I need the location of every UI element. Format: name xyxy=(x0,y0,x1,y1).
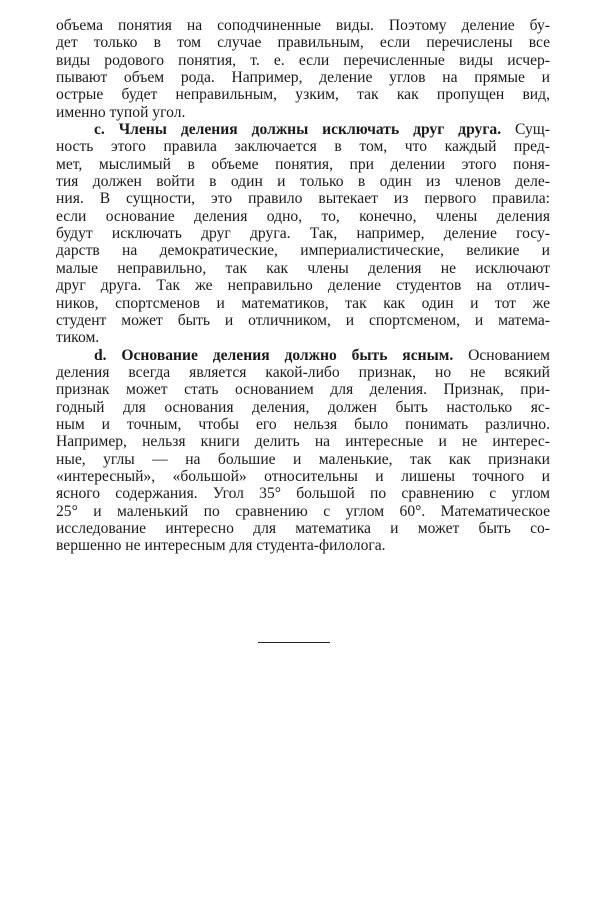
text-line: виды родового понятия, т. е. если перечисленные виды исчер- xyxy=(56,51,550,69)
text-line: друг друга. Так же неправильно деление студентов на отлич- xyxy=(56,277,550,295)
text-line: ния. В сущности, это правило вытекает из первого правила: xyxy=(56,190,550,208)
text-line: Например, нельзя книги делить на интересные и не интерес- xyxy=(56,433,550,451)
text-line: «интересный», «большой» относительны и лишены точного и xyxy=(56,467,550,485)
page-text xyxy=(56,17,550,555)
text-line: объема понятия на соподчиненные виды. Поэтому деление бу- xyxy=(56,17,550,34)
paragraph-d xyxy=(56,347,550,555)
text-line: ность этого правила заключается в том, что каждый пред- xyxy=(56,138,550,156)
rule-heading-d: d. Основание деления должно быть ясным. xyxy=(94,346,454,364)
paragraph-c xyxy=(56,121,550,346)
text-line: пывают объем рода. Например, деление углов на прямые и xyxy=(56,69,550,87)
section-end-rule xyxy=(258,642,330,643)
text-line: годный для основания деления, должен быть настолько яс- xyxy=(56,398,550,416)
text-fragment: Основанием xyxy=(468,346,550,364)
text-line: ясного содержания. Угол 35° большой по сравнению с углом xyxy=(56,485,550,503)
text-line: деления всегда является какой-либо признак, но не всякий xyxy=(56,363,550,381)
text-line: признак может стать основанием для деления. Признак, при- xyxy=(56,381,550,399)
text-line: тия должен войти в один и только в один из членов деле- xyxy=(56,173,550,191)
text-line: мет, мыслимый в объеме понятия, при делении этого поня- xyxy=(56,155,550,173)
text-line: тиком. xyxy=(56,329,100,347)
text-line: ные, углы — на большие и маленькие, так как признаки xyxy=(56,450,550,468)
text-line: студент может быть и отличником, и спортсменом, и матема- xyxy=(56,311,550,329)
text-line: вершенно не интересным для студента-филолога. xyxy=(56,537,386,555)
text-line: ников, спортсменов и математиков, так как один и тот же xyxy=(56,294,550,312)
paragraph-1 xyxy=(56,17,550,121)
rule-heading-c: с. Члены деления должны исключать друг друга. xyxy=(94,121,502,139)
text-line: если основание деления одно, то, конечно, члены деления xyxy=(56,207,550,225)
text-line: малые неправильно, так как члены деления не исключают xyxy=(56,259,550,277)
text-line: ным и точным, чтобы его нельзя было понимать различно. xyxy=(56,415,550,433)
text-line: исследование интересно для математика и может быть со- xyxy=(56,519,550,537)
text-fragment: Сущ- xyxy=(514,121,550,139)
text-line xyxy=(56,347,550,364)
text-line: 25° и маленький по сравнению с углом 60°. Математическое xyxy=(56,502,550,520)
text-line: острые будет неправильным, узким, так как пропущен вид, xyxy=(56,86,550,104)
text-line xyxy=(56,121,550,138)
text-line: дет только в том случае правильным, если перечислены все xyxy=(56,34,550,52)
text-line: дарств на демократические, империалистические, великие и xyxy=(56,242,550,260)
text-line: будут исключать друг друга. Так, например, деление госу- xyxy=(56,225,550,243)
text-line: именно тупой угол. xyxy=(56,103,186,121)
